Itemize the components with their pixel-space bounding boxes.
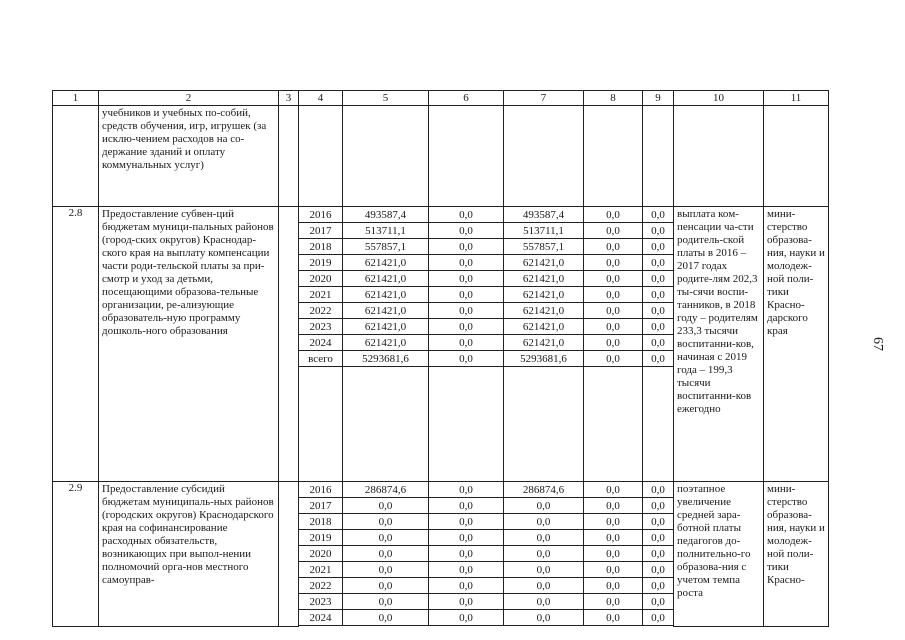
value-cell: 0,0 [429, 255, 504, 271]
value-cell: 0,0 [429, 303, 504, 319]
value-cell: 0,0 [429, 562, 504, 578]
value-cell: 557857,1 [504, 239, 584, 255]
value-cell: 0,0 [584, 546, 643, 562]
value-cell: 0,0 [343, 514, 429, 530]
value-cell: 0,0 [643, 578, 674, 594]
empty-cell [299, 367, 343, 482]
value-cell: 0,0 [643, 562, 674, 578]
value-cell: 0,0 [429, 335, 504, 351]
year-cell: 2017 [299, 223, 343, 239]
empty-cell [429, 626, 504, 627]
year-cell: 2019 [299, 530, 343, 546]
value-cell: 0,0 [584, 578, 643, 594]
value-cell: 0,0 [584, 610, 643, 626]
row-description: Предоставление субсидий бюджетам муниципаль-ных районов (городских округов) Краснодарского края на софинансирование расходных обязательств, возникающих при выпол-нении полномочий орга-нов местного самоуправ- [99, 482, 279, 627]
value-cell: 0,0 [504, 530, 584, 546]
column-number: 2 [99, 91, 279, 106]
continuation-row [53, 106, 829, 207]
value-cell: 0,0 [643, 351, 674, 367]
column-number: 10 [674, 91, 764, 106]
value-cell: 0,0 [584, 498, 643, 514]
empty-cell [584, 106, 643, 207]
value-cell: 621421,0 [343, 335, 429, 351]
value-cell: 0,0 [584, 287, 643, 303]
value-cell: 621421,0 [504, 303, 584, 319]
year-cell: всего [299, 351, 343, 367]
value-cell: 0,0 [584, 594, 643, 610]
value-cell: 0,0 [643, 546, 674, 562]
value-cell: 0,0 [584, 303, 643, 319]
value-cell: 0,0 [584, 255, 643, 271]
value-cell: 0,0 [343, 562, 429, 578]
empty-cell [643, 106, 674, 207]
column-number: 8 [584, 91, 643, 106]
value-cell: 621421,0 [504, 335, 584, 351]
data-row [53, 482, 829, 498]
value-cell: 0,0 [643, 335, 674, 351]
value-cell: 0,0 [643, 594, 674, 610]
row-description: учебников и учебных по-собий, средств обучения, игр, игрушек (за исклю-чением расходов на со-держание зданий и оплату коммунальных услуг) [99, 106, 279, 207]
empty-cell [504, 626, 584, 627]
value-cell: 0,0 [643, 223, 674, 239]
value-cell: 0,0 [584, 514, 643, 530]
executor: мини-стерство образова-ния, науки и молодеж-ной поли-тики Красно- [764, 482, 829, 627]
value-cell: 0,0 [504, 514, 584, 530]
value-cell: 286874,6 [504, 482, 584, 498]
empty-cell [299, 626, 343, 627]
row-number: 2.9 [53, 482, 99, 627]
value-cell: 0,0 [504, 610, 584, 626]
value-cell: 0,0 [643, 239, 674, 255]
value-cell: 557857,1 [343, 239, 429, 255]
value-cell: 0,0 [343, 546, 429, 562]
value-cell: 621421,0 [343, 271, 429, 287]
year-cell: 2016 [299, 482, 343, 498]
column-number: 9 [643, 91, 674, 106]
year-cell: 2024 [299, 610, 343, 626]
value-cell: 0,0 [584, 530, 643, 546]
program-measures-table [52, 90, 829, 627]
empty-cell [279, 106, 299, 207]
value-cell: 621421,0 [343, 255, 429, 271]
empty-cell [343, 106, 429, 207]
value-cell: 0,0 [584, 351, 643, 367]
value-cell: 0,0 [429, 223, 504, 239]
empty-cell [343, 626, 429, 627]
column-number: 4 [299, 91, 343, 106]
executor: мини-стерство образова-ния, науки и молодеж-ной поли-тики Красно-дарского края [764, 207, 829, 482]
year-cell: 2019 [299, 255, 343, 271]
value-cell: 0,0 [343, 610, 429, 626]
value-cell: 0,0 [584, 239, 643, 255]
value-cell: 0,0 [429, 546, 504, 562]
value-cell: 0,0 [504, 594, 584, 610]
empty-cell [674, 106, 764, 207]
value-cell: 0,0 [584, 223, 643, 239]
empty-cell [504, 106, 584, 207]
value-cell: 513711,1 [343, 223, 429, 239]
value-cell: 513711,1 [504, 223, 584, 239]
value-cell: 0,0 [643, 319, 674, 335]
value-cell: 0,0 [643, 514, 674, 530]
empty-cell [504, 367, 584, 482]
value-cell: 0,0 [643, 255, 674, 271]
empty-cell [343, 367, 429, 482]
value-cell: 5293681,6 [343, 351, 429, 367]
value-cell: 0,0 [504, 562, 584, 578]
empty-cell [643, 367, 674, 482]
year-cell: 2020 [299, 271, 343, 287]
value-cell: 5293681,6 [504, 351, 584, 367]
value-cell: 0,0 [643, 287, 674, 303]
data-row [53, 207, 829, 223]
column-number: 3 [279, 91, 299, 106]
value-cell: 0,0 [584, 562, 643, 578]
value-cell: 0,0 [429, 482, 504, 498]
value-cell: 493587,4 [343, 207, 429, 223]
column-number: 7 [504, 91, 584, 106]
page-number: 67 [870, 337, 885, 351]
year-cell: 2024 [299, 335, 343, 351]
value-cell: 0,0 [429, 578, 504, 594]
value-cell: 0,0 [429, 514, 504, 530]
value-cell: 621421,0 [504, 271, 584, 287]
empty-cell [584, 367, 643, 482]
value-cell: 0,0 [643, 207, 674, 223]
value-cell: 0,0 [643, 610, 674, 626]
value-cell: 0,0 [584, 335, 643, 351]
empty-cell [279, 482, 299, 627]
value-cell: 0,0 [504, 578, 584, 594]
column-number-row [53, 91, 829, 106]
row-description: Предоставление субвен-ций бюджетам муници-пальных районов (город-ских округов) Краснодар-ского края на выплату компенсации части роди-тельской платы за при-смотр и уход за детьми, посещающими образова-тельные организации, ре-ализующие образователь-ную программу дошколь-ного образования [99, 207, 279, 482]
value-cell: 621421,0 [504, 319, 584, 335]
value-cell: 0,0 [584, 207, 643, 223]
value-cell: 621421,0 [343, 319, 429, 335]
value-cell: 0,0 [429, 498, 504, 514]
empty-cell [764, 106, 829, 207]
value-cell: 0,0 [343, 594, 429, 610]
value-cell: 493587,4 [504, 207, 584, 223]
value-cell: 621421,0 [343, 303, 429, 319]
value-cell: 0,0 [429, 351, 504, 367]
year-cell: 2016 [299, 207, 343, 223]
year-cell: 2021 [299, 287, 343, 303]
year-cell: 2022 [299, 578, 343, 594]
value-cell: 0,0 [584, 482, 643, 498]
value-cell: 621421,0 [504, 287, 584, 303]
value-cell: 0,0 [429, 530, 504, 546]
expected-result: поэтапное увеличение средней зара-ботной платы педагогов до-полнительно-го образова-ния с учетом темпа роста [674, 482, 764, 627]
value-cell: 0,0 [643, 271, 674, 287]
year-cell: 2018 [299, 514, 343, 530]
row-number: 2.8 [53, 207, 99, 482]
year-cell: 2023 [299, 594, 343, 610]
value-cell: 621421,0 [343, 287, 429, 303]
value-cell: 0,0 [643, 303, 674, 319]
value-cell: 0,0 [343, 578, 429, 594]
value-cell: 0,0 [643, 482, 674, 498]
value-cell: 0,0 [429, 610, 504, 626]
expected-result: выплата ком-пенсации ча-сти родитель-ской платы в 2016 – 2017 годах родите-лям 202,3 ты-сячи воспи-танников, в 2018 году – родителям 233,3 тысячи воспитанни-ков, начиная с 2019 года – 199,3 тысячи воспитанни-ков ежегодно [674, 207, 764, 482]
value-cell: 0,0 [429, 207, 504, 223]
year-cell: 2021 [299, 562, 343, 578]
year-cell: 2017 [299, 498, 343, 514]
column-number: 11 [764, 91, 829, 106]
value-cell: 0,0 [584, 271, 643, 287]
value-cell: 0,0 [429, 594, 504, 610]
year-cell: 2022 [299, 303, 343, 319]
empty-cell [584, 626, 643, 627]
value-cell: 0,0 [504, 546, 584, 562]
value-cell: 0,0 [429, 239, 504, 255]
year-cell: 2023 [299, 319, 343, 335]
empty-cell [279, 207, 299, 482]
year-cell: 2020 [299, 546, 343, 562]
empty-cell [299, 106, 343, 207]
value-cell: 0,0 [429, 287, 504, 303]
column-number: 1 [53, 91, 99, 106]
value-cell: 0,0 [643, 530, 674, 546]
year-cell: 2018 [299, 239, 343, 255]
value-cell: 0,0 [429, 319, 504, 335]
value-cell: 286874,6 [343, 482, 429, 498]
value-cell: 0,0 [429, 271, 504, 287]
value-cell: 0,0 [343, 498, 429, 514]
empty-cell [429, 106, 504, 207]
value-cell: 0,0 [643, 498, 674, 514]
empty-cell [429, 367, 504, 482]
column-number: 6 [429, 91, 504, 106]
value-cell: 0,0 [343, 530, 429, 546]
value-cell: 0,0 [584, 319, 643, 335]
value-cell: 0,0 [504, 498, 584, 514]
value-cell: 621421,0 [504, 255, 584, 271]
column-number: 5 [343, 91, 429, 106]
row-number [53, 106, 99, 207]
empty-cell [643, 626, 674, 627]
